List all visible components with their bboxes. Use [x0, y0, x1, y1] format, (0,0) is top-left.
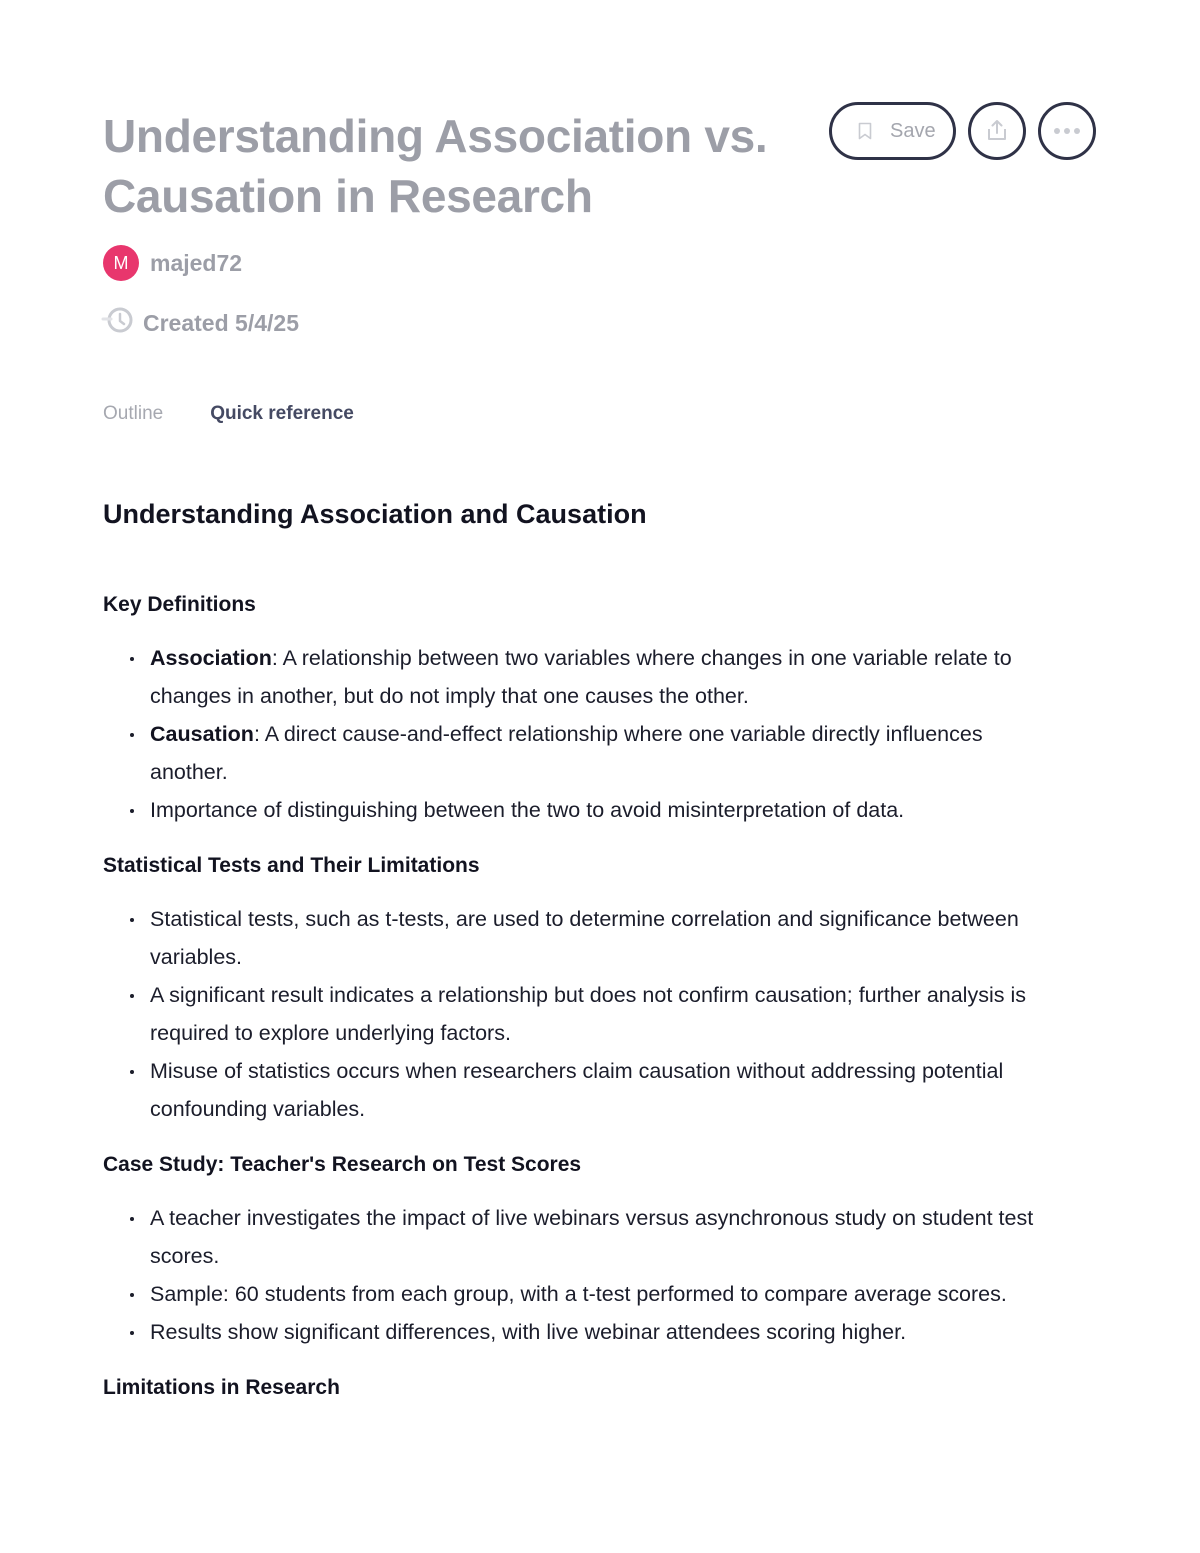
author-name: majed72	[150, 249, 243, 276]
list-item	[150, 1199, 1043, 1275]
save-button[interactable]	[829, 102, 956, 160]
bullet-list	[103, 900, 1043, 1128]
list-item-text: Statistical tests, such as t-tests, are used to determine correlation and significance between variables.	[150, 907, 1019, 969]
list-item	[150, 976, 1043, 1052]
section-title: Key Definitions	[103, 593, 256, 616]
list-item	[150, 900, 1043, 976]
tab-quick-reference[interactable]: Quick reference	[210, 403, 354, 424]
tab-outline[interactable]: Outline	[103, 403, 164, 424]
list-item-text: : A direct cause-and-effect relationship where one variable directly influences another.	[150, 722, 983, 784]
bullet-list	[103, 639, 1043, 829]
list-item	[150, 1313, 1043, 1351]
section-title: Statistical Tests and Their Limitations	[103, 854, 480, 877]
page-title: Understanding Association vs. Causation in Research	[103, 110, 768, 222]
list-item-text: : A relationship between two variables where changes in one variable relate to changes in another, but do not imply that one causes the other.	[150, 646, 1012, 708]
document-content	[103, 496, 1043, 1422]
list-item-text: A significant result indicates a relationship but does not confirm causation; further analysis is required to explore underlying factors.	[150, 983, 1026, 1045]
avatar: M	[103, 245, 139, 281]
history-icon	[101, 305, 135, 341]
save-button-label: Save	[890, 119, 936, 142]
list-item-text: Misuse of statistics occurs when researchers claim causation without addressing potential confounding variables.	[150, 1059, 1004, 1121]
list-item-term: Causation	[150, 722, 254, 746]
list-item-text: A teacher investigates the impact of live webinars versus asynchronous study on student test scores.	[150, 1206, 1034, 1268]
created-date	[101, 305, 299, 341]
section-title: Limitations in Research	[103, 1376, 340, 1399]
content-heading: Understanding Association and Causation	[103, 499, 647, 529]
more-options-button[interactable]	[1038, 102, 1096, 160]
bullet-list	[103, 1199, 1043, 1351]
header-actions	[829, 102, 1096, 160]
list-item	[150, 791, 1043, 829]
more-horizontal-icon	[1053, 127, 1081, 135]
section-title: Case Study: Teacher's Research on Test Scores	[103, 1153, 582, 1176]
author[interactable]	[103, 245, 242, 281]
list-item	[150, 1275, 1043, 1313]
list-item-term: Association	[150, 646, 272, 670]
share-button[interactable]	[968, 102, 1026, 160]
list-item	[150, 639, 1043, 715]
list-item	[150, 1052, 1043, 1128]
bookmark-icon	[858, 122, 872, 140]
share-icon	[984, 118, 1010, 144]
list-item	[150, 715, 1043, 791]
tab-bar	[103, 403, 354, 425]
list-item-text: Results show significant differences, with live webinar attendees scoring higher.	[150, 1320, 907, 1344]
created-date-text: Created 5/4/25	[143, 309, 299, 336]
list-item-text: Sample: 60 students from each group, with a t-test performed to compare average scores.	[150, 1282, 1007, 1306]
list-item-text: Importance of distinguishing between the two to avoid misinterpretation of data.	[150, 798, 905, 822]
